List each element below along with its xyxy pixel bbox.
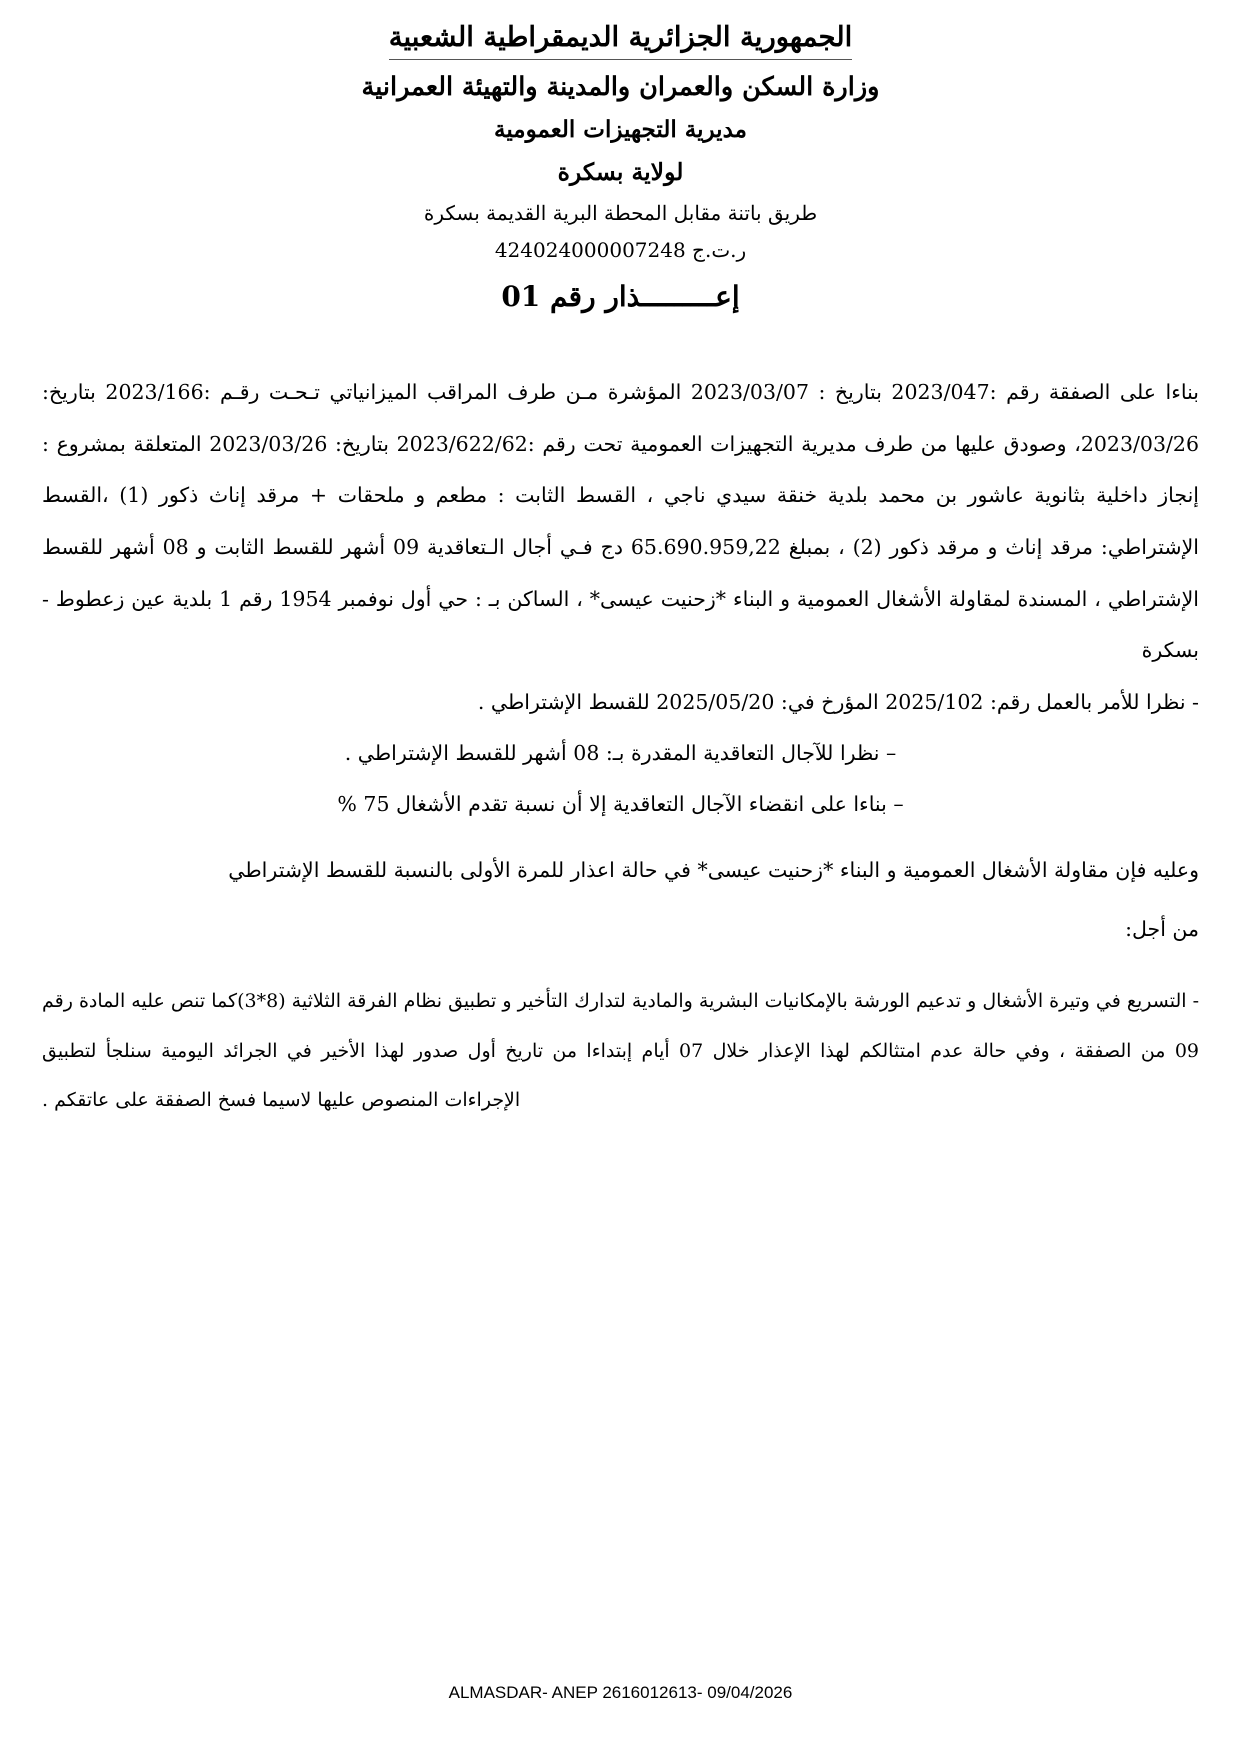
purpose-label: من أجل:	[1125, 916, 1199, 941]
header-registration-number-line: ر.ت.ج 424024000007248	[494, 237, 747, 262]
bullet-work-order: - نظرا للأمر بالعمل رقم: 2025/102 المؤرخ في: 2025/05/20 للقسط الإشتراطي .	[477, 689, 1199, 714]
header-republic-line: الجمهورية الجزائرية الديمقراطية الشعبية	[389, 18, 853, 60]
conclusion-paragraph: وعليه فإن مقاولة الأشغال العمومية و البناء *زحنيت عيسى* في حالة اعذار للمرة الأولى بالنسبة للقسط الإشتراطي	[228, 857, 1199, 882]
bullet-contract-duration: – نظرا للآجال التعاقدية المقدرة بـ: 08 أشهر للقسط الإشتراطي .	[344, 741, 897, 766]
header-directorate-line: مديرية التجهيزات العمومية	[494, 116, 747, 144]
bullet-progress-rate: – بناءا على انقضاء الآجال التعاقدية إلا أن نسبة تقدم الأشغال 75 %	[337, 792, 904, 817]
header-wilaya-line: لولاية بسكرة	[557, 157, 684, 186]
document-title: إعـــــــــذار رقم 01	[501, 280, 740, 314]
document-footer: ALMASDAR- ANEP 2616012613- 09/04/2026	[448, 1683, 793, 1702]
document-header	[42, 18, 1199, 264]
document-body	[42, 367, 1199, 1125]
purpose-paragraph: - التسريع في وتيرة الأشغال و تدعيم الورشة بالإمكانيات البشرية والمادية لتدارك التأخير و تطبيق نظام الفرقة الثلاثية (8*3)كما تنص عليه المادة رقم 09 من الصفقة ، وفي حالة عدم امتثالكم لهذا الإعذار خلال 07 أيام إبتداءا من تاريخ أول صدور لهذا الأخير في الجرائد اليومية سنلجأ لتطبيق الإجراءات المنصوص عليها لاسيما فسخ الصفقة على عاتقكم .	[42, 990, 1200, 1112]
header-ministry-line: وزارة السكن والعمران والمدينة والتهيئة العمرانية	[361, 72, 880, 103]
header-address-line: طريق باتنة مقابل المحطة البرية القديمة بسكرة	[423, 201, 818, 226]
contract-reference-paragraph: بناءا على الصفقة رقم :2023/047 بتاريخ : 2023/03/07 المؤشرة مـن طرف المراقب الميزانياتي تـحـت رقـم :2023/166 بتاريخ: 2023/03/26، وصودق عليها من طرف مديرية التجهيزات العمومية تحت رقم :2023/622/62 بتاريخ: 2023/03/26 المتعلقة بمشروع : إنجاز داخلية بثانوية عاشور بن محمد بلدية خنقة سيدي ناجي ، القسط الثابت : مطعم و ملحقات + مرقد إناث ذكور (1) ،القسط الإشتراطي: مرقد إناث و مرقد ذكور (2) ، بمبلغ 65.690.959,22 دج فـي أجال الـتعاقدية 09 أشهر للقسط الثابت و 08 أشهر للقسط الإشتراطي ، المسندة لمقاولة الأشغال العمومية و البناء *زحنيت عيسى* ، الساكن بـ : حي أول نوفمبر 1954 رقم 1 بلدية عين زعطوط - بسكرة	[42, 380, 1199, 663]
header-republic-line-wrapper	[42, 18, 1199, 60]
